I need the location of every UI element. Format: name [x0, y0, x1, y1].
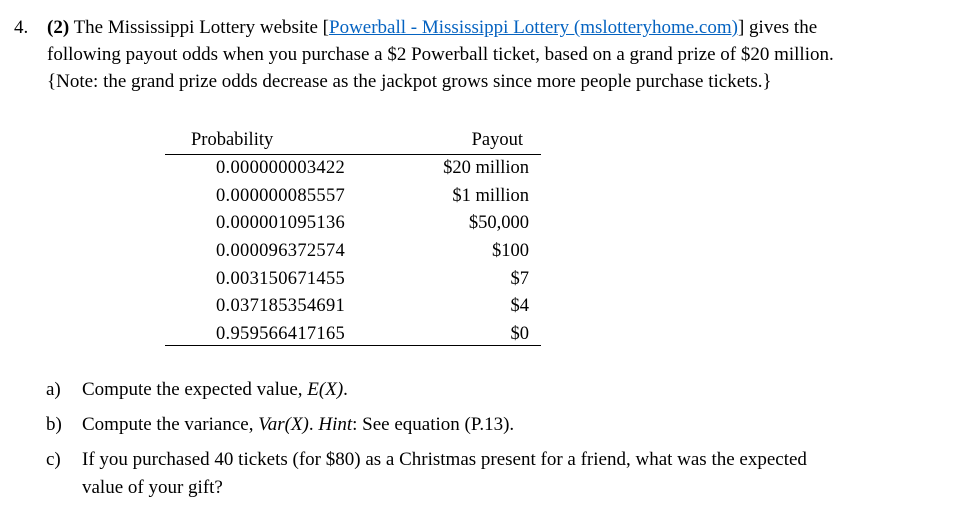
lottery-website-link[interactable]: Powerball - Mississippi Lottery (mslotteryhome.com) — [329, 17, 738, 38]
part-b-hint-text: : See equation (P.13). — [352, 414, 515, 435]
problem-number: 4. — [14, 17, 29, 38]
part-b-math: Var(X) — [258, 414, 309, 435]
probability-header: Probability — [191, 130, 274, 150]
part-c-line-2: value of your gift? — [82, 477, 223, 498]
probability-cell: 0.000096372574 — [216, 241, 346, 262]
problem-line-3-note: {Note: the grand prize odds decrease as the jackpot grows since more people purchase tickets.} — [47, 71, 772, 92]
intro-before-link: The Mississippi Lottery website [ — [73, 17, 329, 38]
payout-cell: $7 — [510, 268, 529, 289]
part-a-label: a) — [46, 379, 61, 400]
payout-header: Payout — [471, 130, 523, 150]
table-row — [165, 238, 541, 266]
part-a-text: Compute the expected value, — [82, 379, 303, 400]
probability-cell: 0.959566417165 — [216, 324, 346, 345]
part-b — [46, 411, 926, 439]
table-row — [165, 293, 541, 321]
table-row — [165, 321, 541, 349]
table-row — [165, 183, 541, 211]
payout-cell: $20 million — [443, 158, 529, 178]
part-c-line-1: If you purchased 40 tickets (for $80) as a Christmas present for a friend, what was the expected — [82, 449, 807, 470]
part-b-period: . — [308, 414, 314, 435]
probability-cell: 0.000000085557 — [216, 185, 346, 206]
problem-statement — [14, 14, 934, 95]
table-row — [165, 155, 541, 183]
payout-cell: $0 — [510, 324, 529, 345]
problem-line-1 — [14, 14, 934, 41]
problem-line-2: following payout odds when you purchase a $2 Powerball ticket, based on a grand prize of $20 million. — [47, 44, 834, 65]
payout-cell: $50,000 — [468, 213, 529, 234]
probability-cell: 0.037185354691 — [216, 296, 346, 317]
probability-cell: 0.000000003422 — [216, 158, 346, 178]
part-c-label: c) — [46, 449, 61, 470]
question-parts — [46, 376, 926, 509]
part-a-math: E(X) — [307, 379, 344, 400]
part-b-text: Compute the variance, — [82, 414, 254, 435]
part-b-hint-label: Hint — [318, 414, 353, 435]
intro-after-link: ] gives the — [737, 17, 818, 38]
part-c — [46, 446, 926, 502]
part-a — [46, 376, 926, 404]
table-row — [165, 266, 541, 294]
part-b-label: b) — [46, 414, 62, 435]
part-a-end: . — [343, 379, 348, 400]
payout-odds-table — [165, 130, 541, 346]
table-header-row — [165, 130, 541, 154]
payout-cell: $1 million — [452, 185, 529, 206]
probability-cell: 0.003150671455 — [216, 268, 346, 289]
table-row — [165, 210, 541, 238]
payout-cell: $100 — [492, 241, 529, 262]
problem-points: (2) — [47, 17, 70, 38]
probability-cell: 0.000001095136 — [216, 213, 346, 234]
payout-cell: $4 — [510, 296, 529, 317]
